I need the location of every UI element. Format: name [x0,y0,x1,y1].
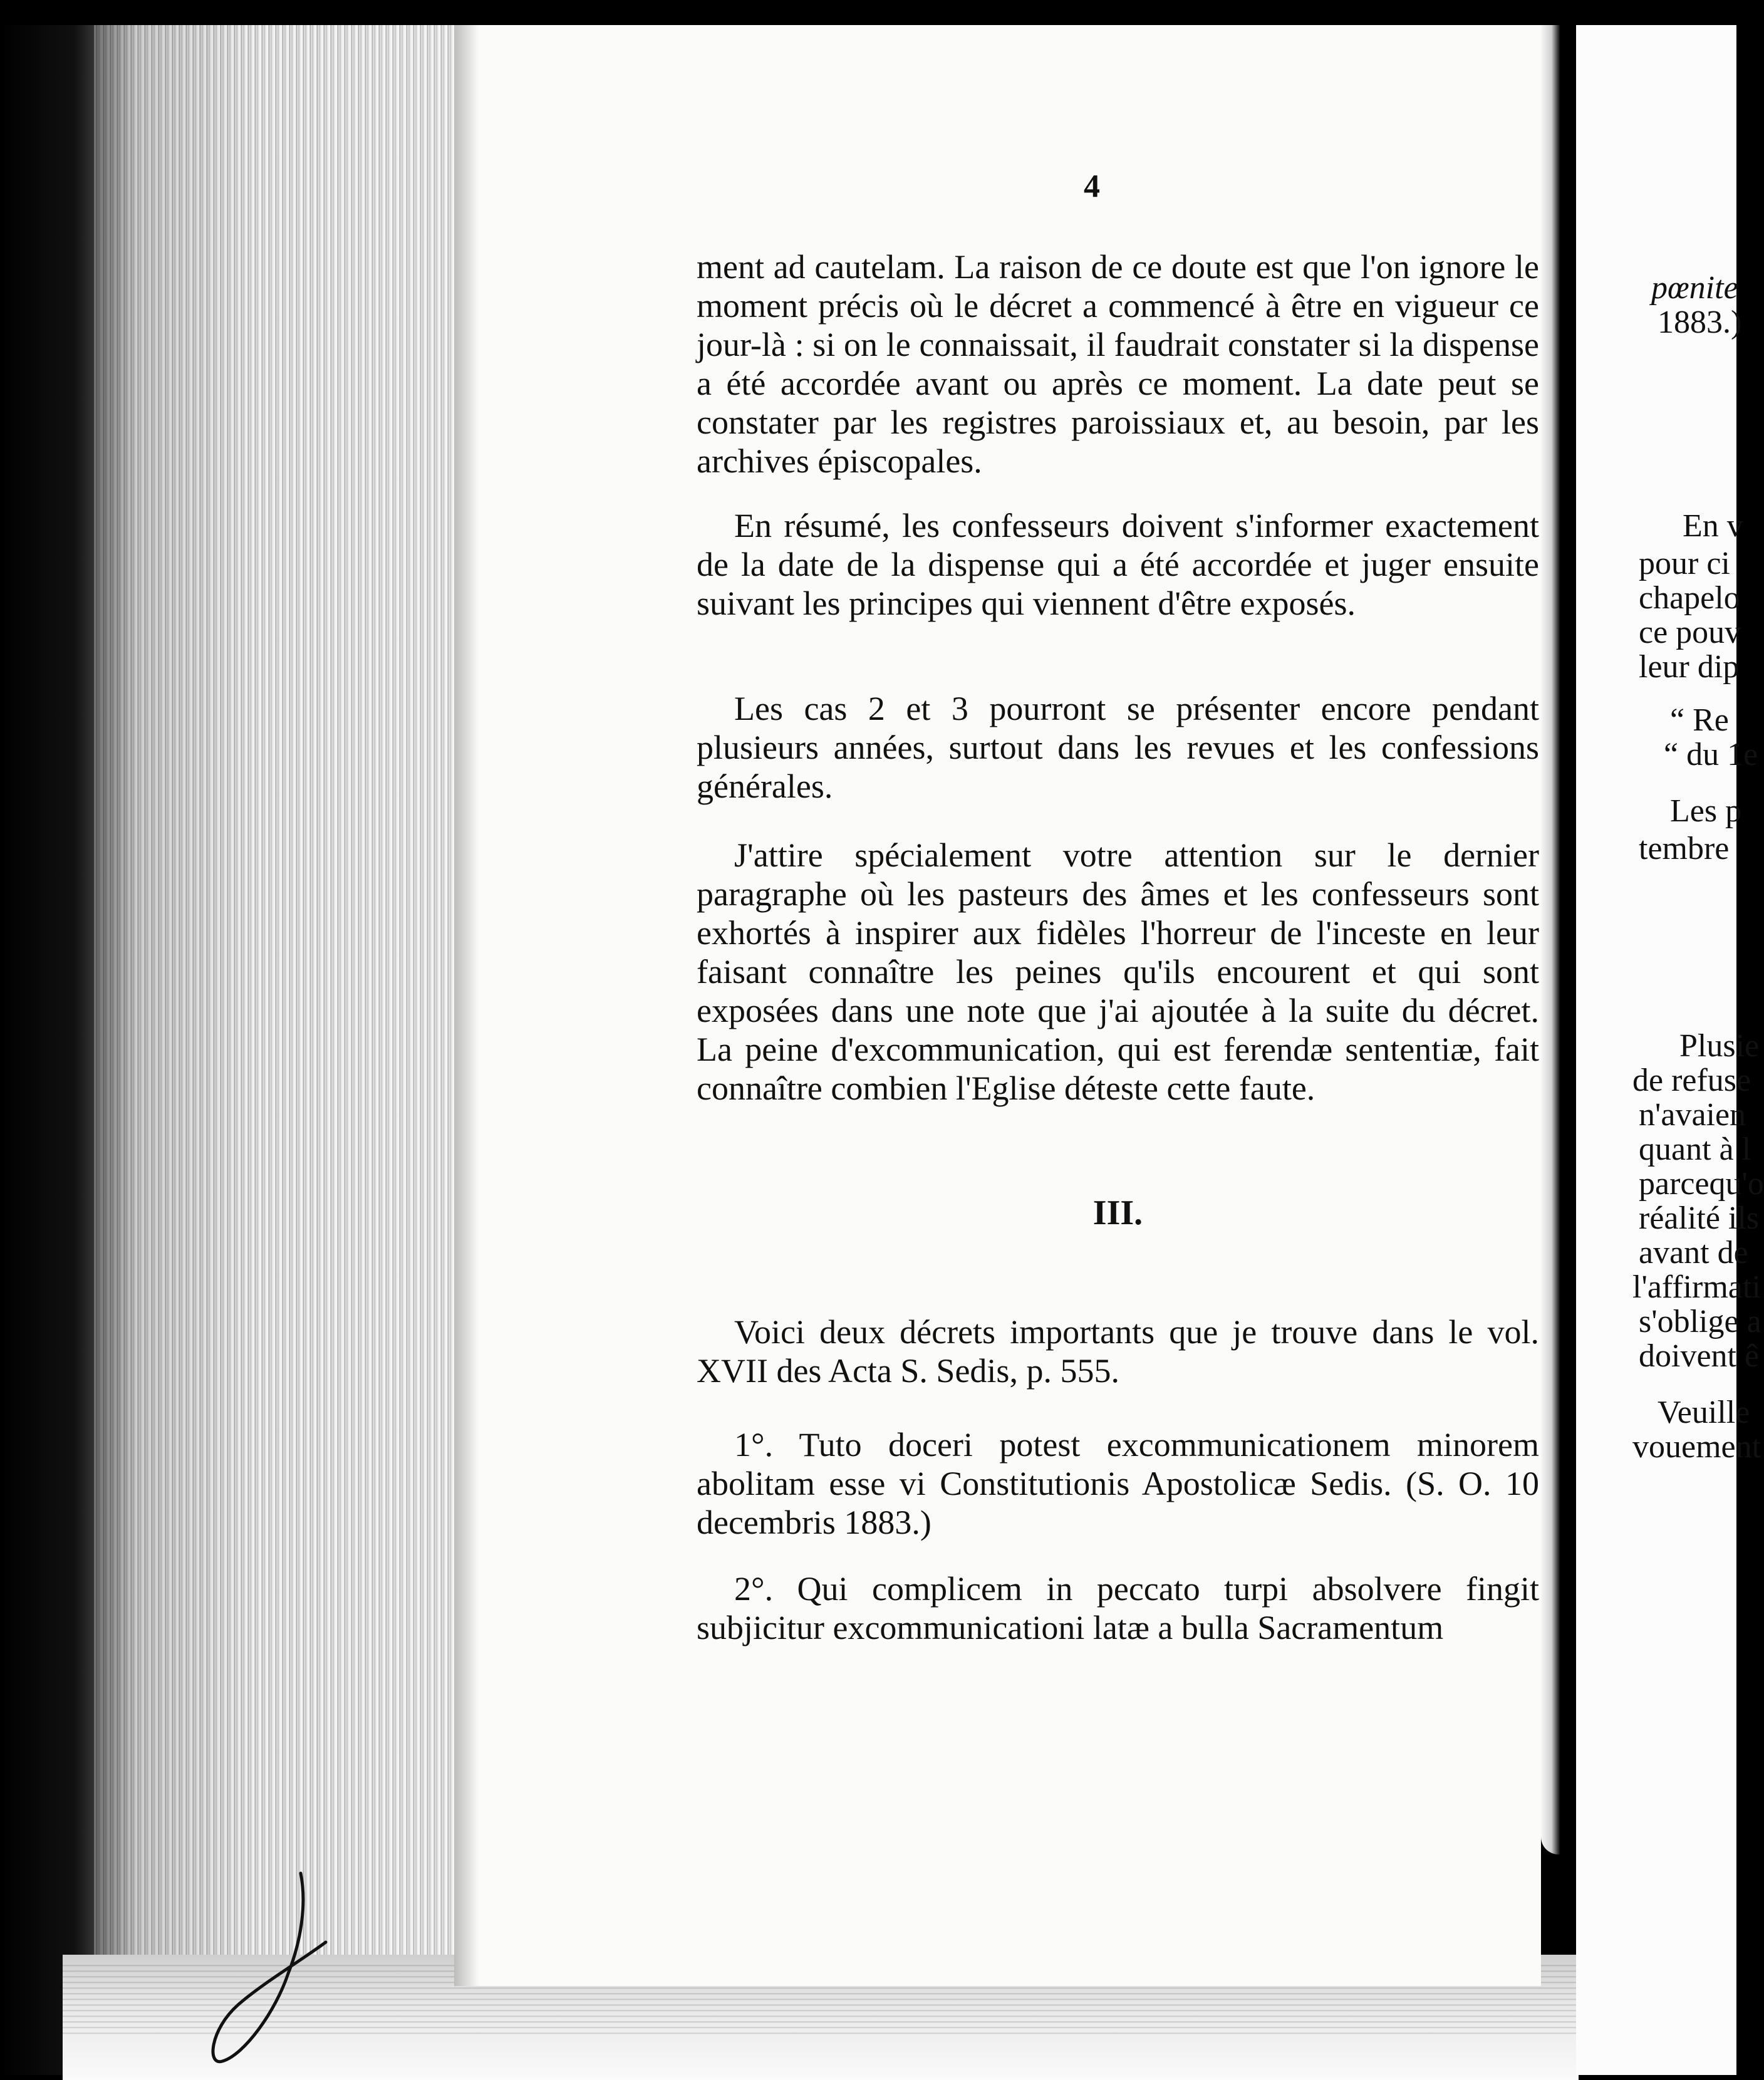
book-gutter [1541,25,1576,1854]
right-fragment-line: Les p [1670,793,1742,829]
right-fragment-line: parcequ'o [1639,1166,1764,1202]
right-fragment-line: quant à l [1639,1131,1751,1167]
right-fragment-line: n'avaien [1639,1097,1746,1133]
paragraph-4: J'attire spécialement votre attention sur le dernier paragraphe où les pasteurs des âmes et les confesseurs sont exhortés à inspirer aux fidèles l'horreur de l'inceste en leur faisant connaître les peines qu'ils encourent et qui sont exposées dans une note que j'ai ajoutée à la suite du décret. La peine d'excommunication, qui est ferendæ sententiæ, fait connaître combien l'Eglise déteste cette faute. [697,836,1539,1107]
right-fragment-line: l'affirmati [1632,1269,1761,1305]
paragraph-7: 2°. Qui complicem in peccato turpi absolvere fingit subjicitur excommunicationi latæ a bulla Sacramentum [697,1570,1539,1646]
text-block-2 [697,506,1539,623]
text-block-1 [697,247,1539,481]
right-fragment-line: s'oblige a [1639,1304,1761,1339]
right-fragment-line: ce pouv [1639,615,1741,650]
right-fragment-line: doivent ê [1639,1338,1760,1374]
page-number: 4 [1084,169,1100,204]
right-fragment-line: Veuille [1658,1395,1750,1430]
right-fragment-line: En v [1683,508,1743,544]
right-fragment-line: pour ci [1639,546,1730,581]
paragraph-2: En résumé, les confesseurs doivent s'informer exactement de la date de la dispense qui a été accordée et juger ensuite suivant les principes qui viennent d'être exposés. [697,507,1539,622]
right-fragment-line: pœnite [1651,270,1738,306]
right-fragment-line: réalité ils [1639,1200,1760,1236]
right-fragment-line: tembre [1639,831,1730,866]
right-fragment-line: chapelo [1639,580,1740,616]
text-block-3 [697,689,1539,806]
handwritten-mark [207,1867,345,2074]
paragraph-1 [697,247,1539,481]
right-fragment-line: Plusie [1679,1028,1760,1064]
right-fragment-line: leur dip [1639,649,1740,685]
paragraph-3: Les cas 2 et 3 pourront se présenter encore pendant plusieurs années, surtout dans les revues et les confessions générales. [697,690,1539,805]
paragraph-1-text: ment ad cautelam. La raison de ce doute est que l'on ignore le moment précis où le décret a commencé à être en vigueur ce jour-là : si on le connaissait, il faudrait constater si la dispense a été accordée avant ou après ce moment. La date peut se constater par les registres paroissiaux et, au besoin, par les archives épiscopales. [697,248,1539,480]
right-fragment-line: vouement [1632,1429,1761,1465]
scan-border-left [0,25,94,2075]
text-block-4 [697,836,1539,1108]
paragraph-5: Voici deux décrets importants que je trouve dans le vol. XVII des Acta S. Sedis, p. 555. [697,1313,1539,1390]
right-fragment-line: 1883.) [1658,304,1742,340]
right-fragment-line: “ du 1e [1664,737,1758,772]
right-fragment-line: “ Re [1670,702,1729,738]
right-fragment-line: avant de [1639,1235,1748,1271]
text-block-6 [697,1425,1539,1542]
left-page-shadow [454,25,479,1986]
scan-border-top [0,0,1736,25]
page-fore-edge-shadow [94,25,457,2005]
text-block-7 [697,1569,1539,1647]
paragraph-6: 1°. Tuto doceri potest excommunicationem minorem abolitam esse vi Constitutionis Apostolicæ Sedis. (S. O. 10 decembris 1883.) [697,1426,1539,1541]
text-block-5 [697,1313,1539,1390]
section-heading: III. [1092,1193,1143,1232]
right-page-fragment [1576,25,1764,2075]
right-fragment-line: de refuse [1632,1063,1751,1098]
